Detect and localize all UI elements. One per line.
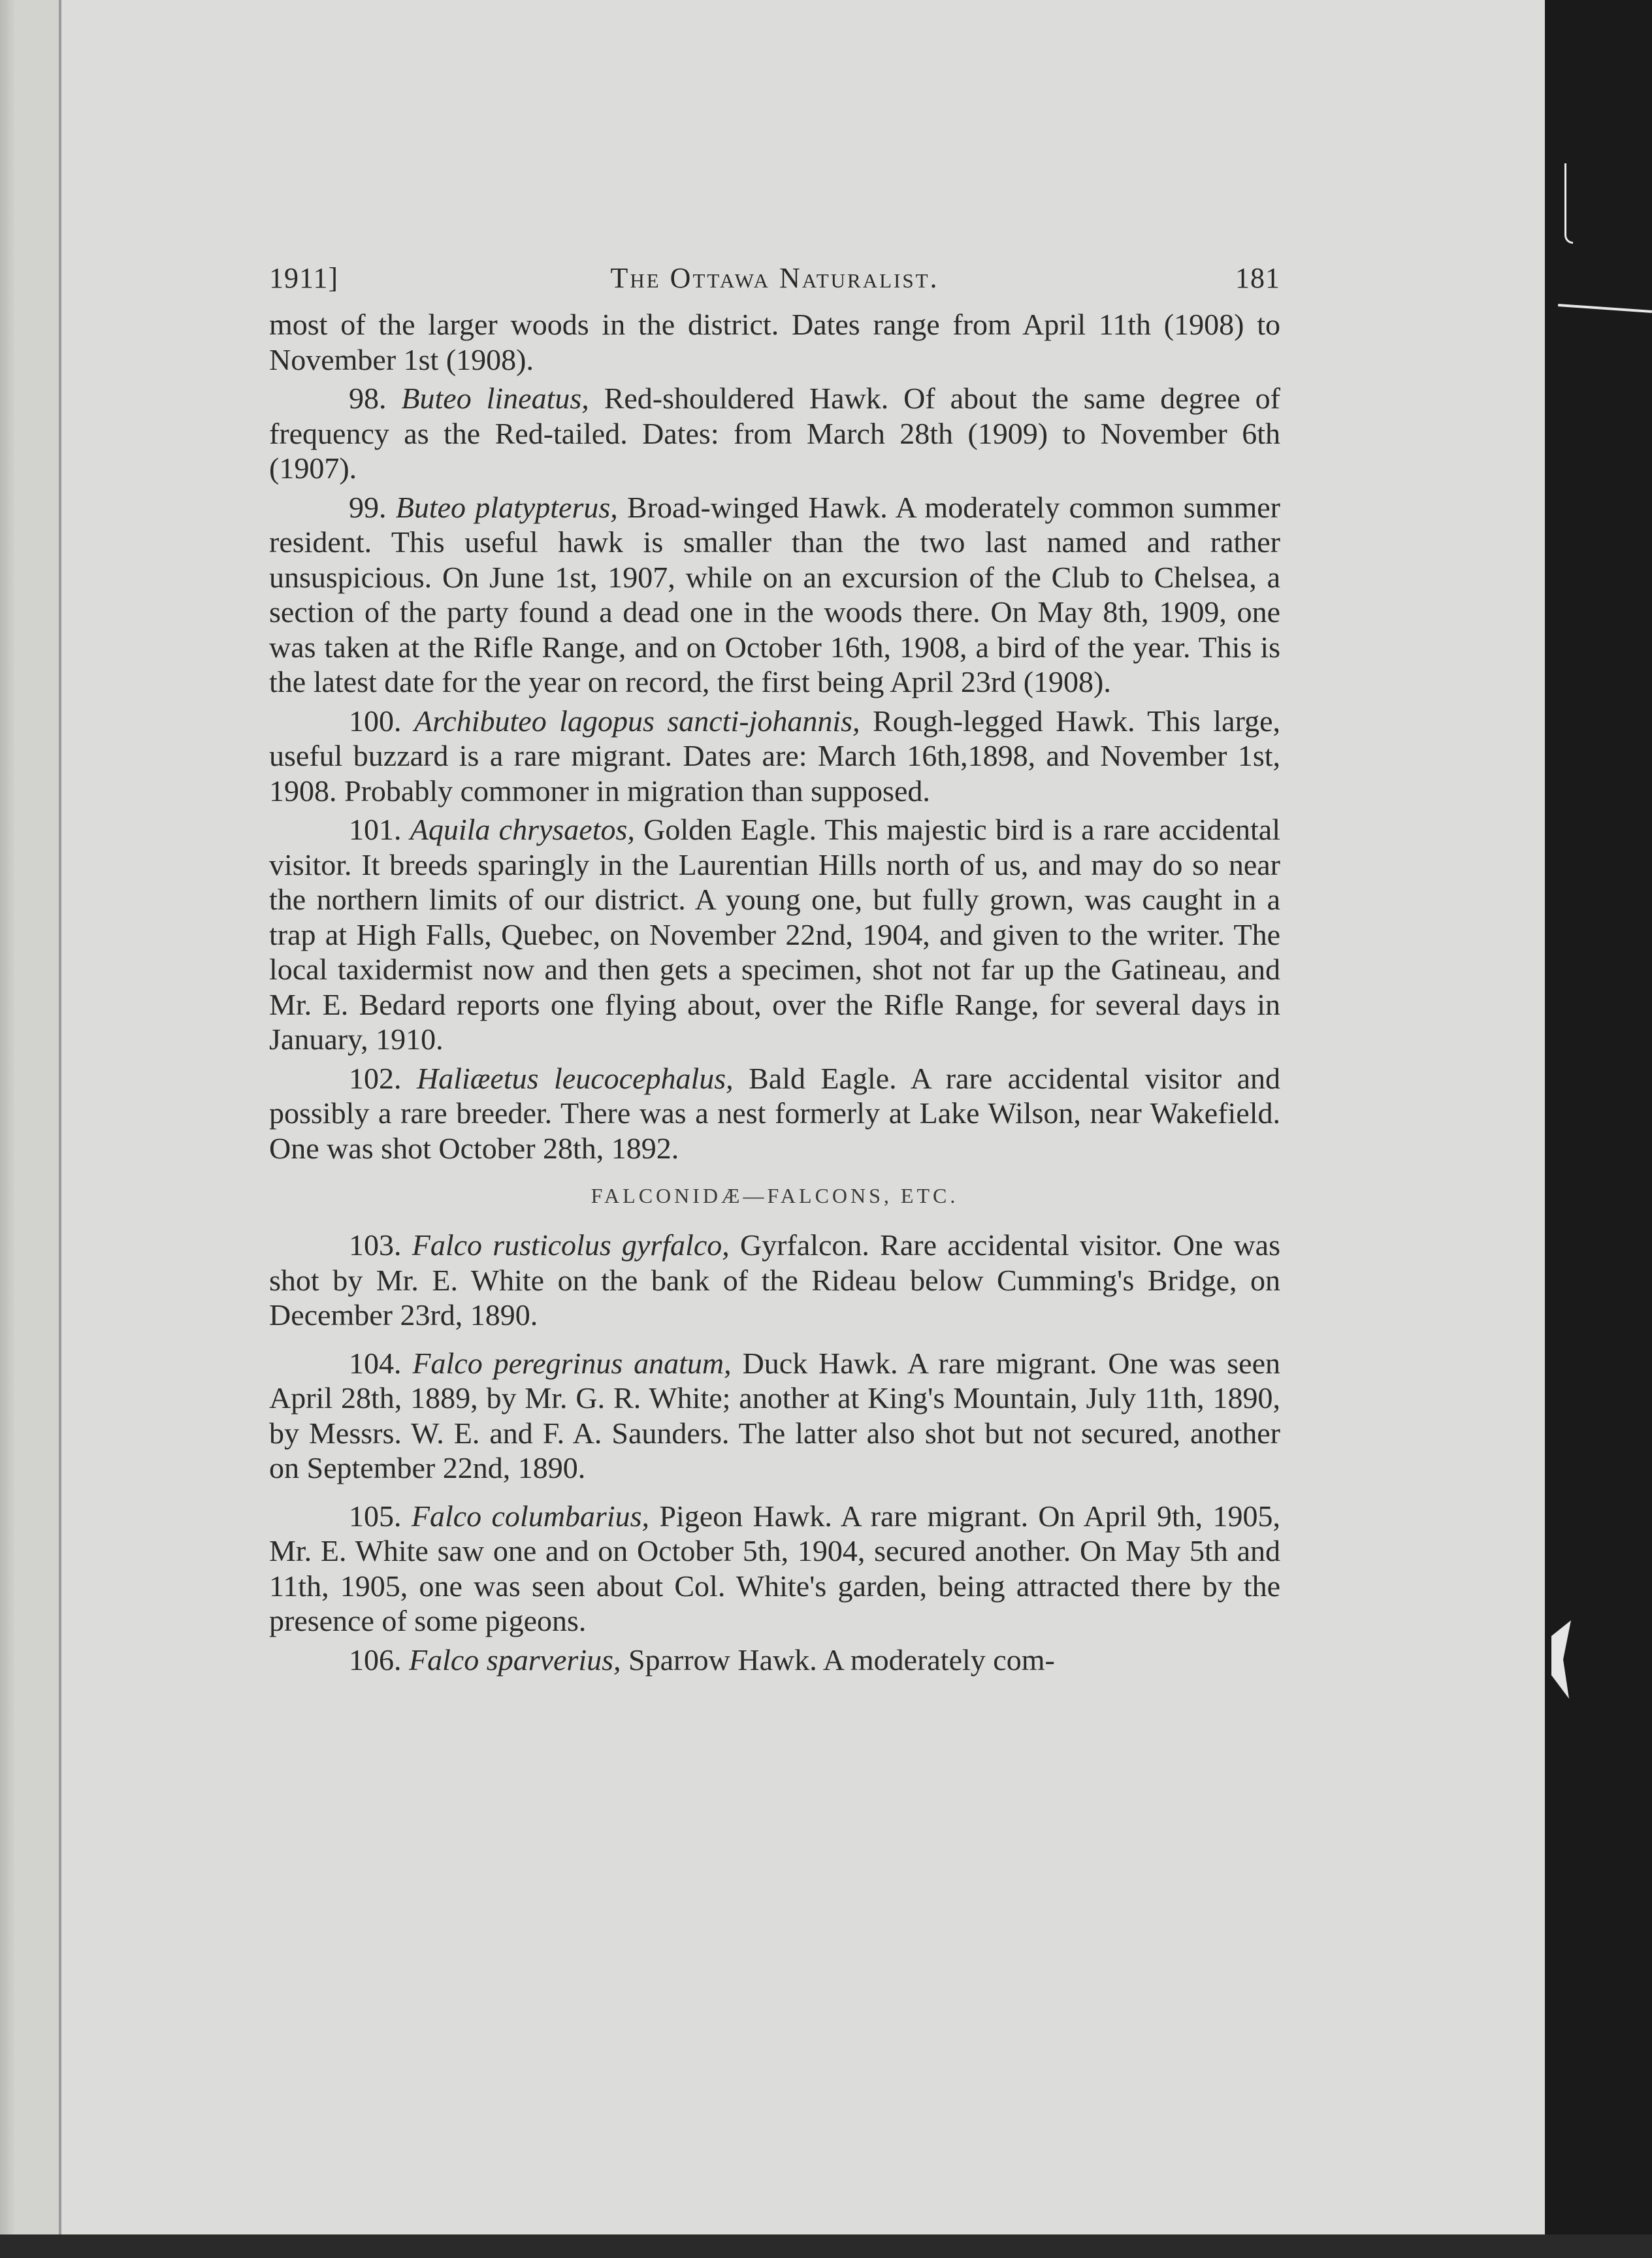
scientific-name: Falco sparverius,: [409, 1643, 621, 1677]
scientific-name: Aquila chrysaetos,: [410, 813, 635, 846]
entry-number: 106.: [349, 1643, 402, 1677]
species-entry-98: [269, 381, 1280, 486]
entry-text: Sparrow Hawk. A moderately com-: [621, 1643, 1055, 1677]
scientific-name: Haliæetus leucocephalus,: [416, 1061, 734, 1095]
species-entry-105: [269, 1499, 1280, 1639]
scientific-name: Buteo platypterus,: [395, 490, 618, 524]
scan-artifact-line: [1558, 304, 1652, 313]
scientific-name: Falco columbarius,: [411, 1499, 650, 1533]
species-entry-100: [269, 704, 1280, 809]
scan-artifact-tear: [1551, 1620, 1571, 1699]
entry-number: 101.: [349, 813, 402, 846]
species-entry-103: [269, 1228, 1280, 1333]
scientific-name: Archibuteo lagopus sancti-johannis,: [414, 704, 860, 738]
running-head-title: The Ottawa Naturalist.: [610, 262, 939, 294]
species-entry-106: [269, 1643, 1280, 1678]
dark-scan-bottom: [0, 2234, 1652, 2258]
entry-number: 105.: [349, 1499, 402, 1533]
text-column: [269, 261, 1280, 1677]
species-entry-104: [269, 1346, 1280, 1486]
entry-text: Bald Eagle. A rare accidental visitor and possibly a rare breeder. There was a nest formerly at Lake Wilson, near Wakefield. One was shot October 28th, 1892.: [269, 1061, 1280, 1165]
entry-number: 103.: [349, 1228, 402, 1262]
species-entry-102: [269, 1061, 1280, 1166]
running-head: [269, 261, 1280, 307]
scientific-name: Falco peregrinus anatum,: [412, 1346, 732, 1380]
page-number: 181: [1235, 262, 1280, 294]
scientific-name: Buteo lineatus,: [401, 382, 589, 415]
entry-text: Gyrfalcon. Rare accidental visitor. One was shot by Mr. E. White on the bank of the Rideau below Cumming's Bridge, on December 23rd, 1890.: [269, 1228, 1280, 1332]
book-left-edge: [0, 0, 14, 2258]
entry-number: 98.: [349, 382, 387, 415]
entry-text: Duck Hawk. A rare migrant. One was seen April 28th, 1889, by Mr. G. R. White; another at King's Mountain, July 11th, 1890, by Messrs. W. E. and F. A. Saunders. The latter also shot but not secured, another on September 22nd, 1890.: [269, 1346, 1281, 1484]
section-heading: FALCONIDÆ—FALCONS, ETC.: [591, 1184, 959, 1207]
entry-text: Broad-winged Hawk. A moderately common summer resident. This useful hawk is smaller than the two last named and rather unsuspicious. On June 1st, 1907, while on an excursion of the Club to Chelsea, a section of the party found a dead one in the woods there. On May 8th, 1909, one was taken at the Rifle Range, and on October 16th, 1908, a bird of the year. This is the latest date for the year on record, the first being April 23rd (1908).: [269, 490, 1280, 698]
entry-number: 99.: [349, 490, 387, 524]
entry-number: 100.: [349, 704, 402, 738]
entry-text: Golden Eagle. This majestic bird is a rare accidental visitor. It breeds sparingly in the Laurentian Hills north of us, and may do so near the northern limits of our district. A young one, but fully grown, was caught in a trap at High Falls, Quebec, on November 22nd, 1904, and given to the writer. The local taxidermist now and then gets a specimen, shot not far up the Gatineau, and Mr. E. Bedard reports one flying about, over the Rifle Range, for several days in January, 1910.: [269, 813, 1280, 1056]
dark-scan-margin: [1545, 0, 1652, 2258]
scan-artifact-curve: [1564, 163, 1573, 244]
paragraph-continuation: [269, 307, 1280, 377]
running-head-year: 1911]: [269, 262, 339, 294]
entry-text: Red-shouldered Hawk. Of about the same degree of frequency as the Red-tailed. Dates: from March 28th (1909) to November 6th (1907).: [269, 382, 1281, 485]
entry-number: 104.: [349, 1346, 402, 1380]
species-entry-99: [269, 490, 1280, 700]
entry-text: Rough-legged Hawk. This large, useful buzzard is a rare migrant. Dates are: March 16th,1898, and November 1st, 1908. Probably commoner in migration than supposed.: [269, 704, 1281, 808]
entry-number: 102.: [349, 1061, 402, 1095]
scientific-name: Falco rusticolus gyrfalco,: [412, 1228, 730, 1262]
species-entry-101: [269, 812, 1280, 1057]
entry-text: Pigeon Hawk. A rare migrant. On April 9th, 1905, Mr. E. White saw one and on October 5th, 1904, secured another. On May 5th and 11th, 1905, one was seen about Col. White's garden, being attracted there by the presence of some pigeons.: [269, 1499, 1281, 1637]
paragraph-text: most of the larger woods in the district. Dates range from April 11th (1908) to November 1st (1908).: [269, 308, 1280, 376]
